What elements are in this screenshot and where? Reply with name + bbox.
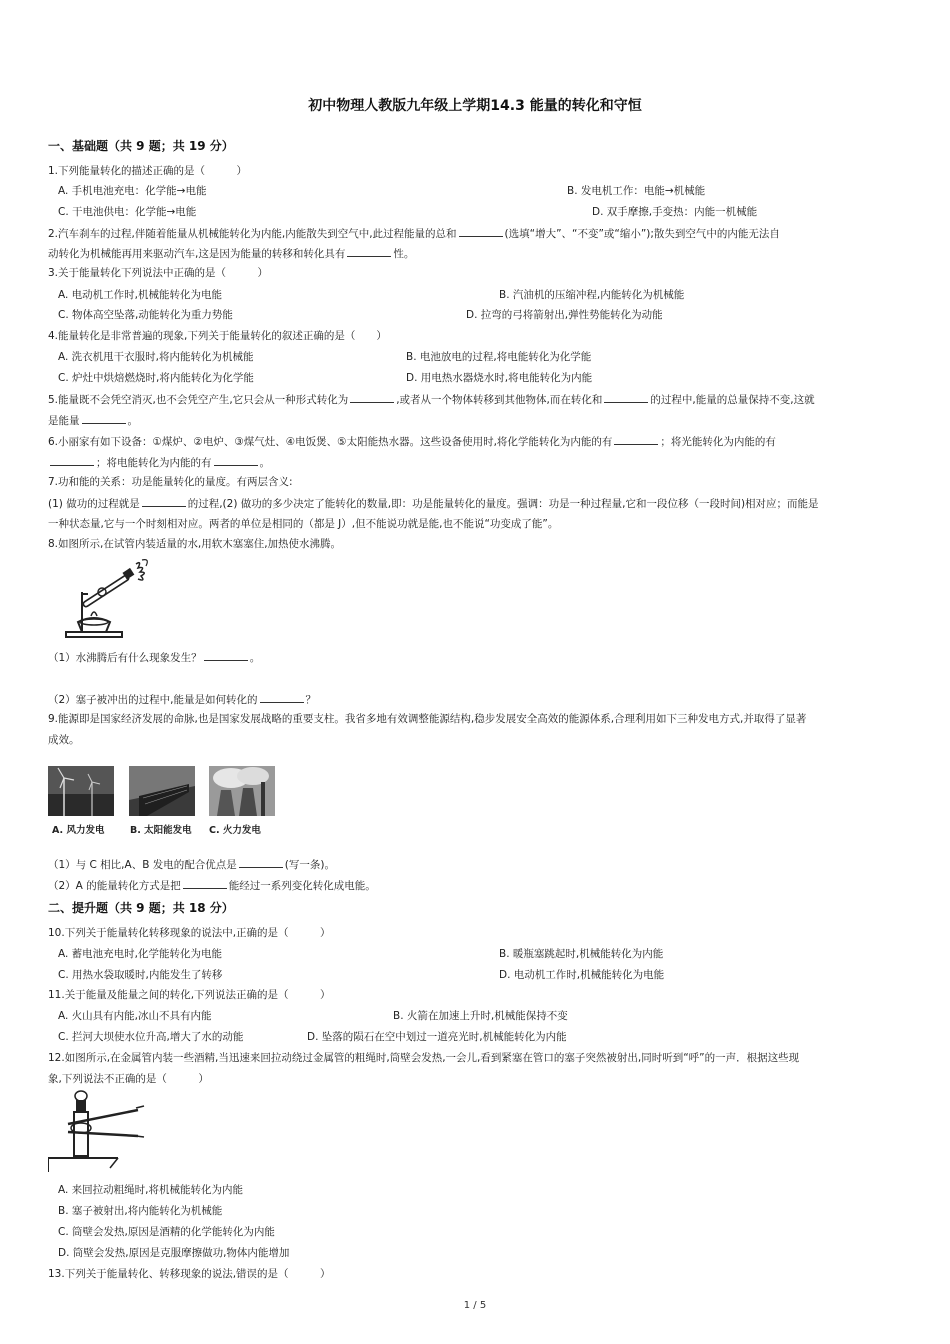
answer-blank [50, 455, 94, 466]
question-11-option-d: D. 坠落的陨石在空中划过一道亮光时,机械能转化为内能 [307, 1031, 567, 1043]
question-3-option-d: D. 拉弯的弓将箭射出,弹性势能转化为动能 [466, 309, 663, 321]
question-12-line-2: 象,下列说法不正确的是（ ） [48, 1073, 209, 1085]
question-6-line-1: 6.小丽家有如下设备：①煤炉、②电炉、③煤气灶、④电饭煲、⑤太阳能热水器。这些设备使用时,将化学能转化为内能的有 ；将光能转化为内能的有 [48, 436, 776, 448]
question-9-line-2: 成效。 [48, 734, 80, 746]
question-8-sub-1: （1）水沸腾后有什么现象发生？ 。 [48, 652, 261, 664]
question-3-option-b: B. 汽油机的压缩冲程,内能转化为机械能 [499, 289, 685, 301]
question-7-line-1: 7.功和能的关系：功是能量转化的量度。有两层含义: [48, 476, 293, 488]
question-4-option-d: D. 用电热水器烧水时,将电能转化为内能 [406, 372, 593, 384]
question-7-line-2: (1) 做功的过程就是 的过程,(2) 做功的多少决定了能转化的数量,即：功是能量转化的量度。强调：功是一种过程量,它和一段位移（一段时间)相对应；而能是 [48, 498, 819, 510]
question-4-stem: 4.能量转化是非常普遍的现象,下列关于能量转化的叙述正确的是（ ） [48, 330, 387, 342]
question-11-option-c: C. 拦河大坝使水位升高,增大了水的动能 [58, 1031, 244, 1043]
answer-blank [239, 857, 283, 868]
question-8-stem: 8.如图所示,在试管内装适量的水,用软木塞塞住,加热使水沸腾。 [48, 538, 342, 550]
question-3-stem: 3.关于能量转化下列说法中正确的是（ ） [48, 267, 269, 279]
question-10-option-b: B. 暖瓶塞跳起时,机械能转化为内能 [499, 948, 664, 960]
question-12-line-1: 12.如图所示,在金属管内装一些酒精,当迅速来回拉动绕过金属管的粗绳时,筒壁会发热,一会儿,看到紧塞在管口的塞子突然被射出,同时听到“呼”的一声．根据这些现 [48, 1052, 800, 1064]
test-tube-heating-figure [58, 556, 153, 640]
question-5-line-1: 5.能量既不会凭空消灭,也不会凭空产生,它只会从一种形式转化为 ,或者从一个物体转移到其他物体,而在转化和 的过程中,能量的总量保持不变,这就 [48, 394, 815, 406]
question-4-option-b: B. 电池放电的过程,将电能转化为化学能 [406, 351, 592, 363]
answer-blank [604, 392, 648, 403]
question-12-option-a: A. 来回拉动粗绳时,将机械能转化为内能 [58, 1184, 244, 1196]
answer-blank [183, 878, 227, 889]
question-9-sub-1: （1）与 C 相比,A、B 发电的配合优点是 (写一条)。 [48, 859, 335, 871]
answer-blank [260, 692, 304, 703]
wind-power-photo [48, 766, 114, 816]
question-3-option-a: A. 电动机工作时,机械能转化为电能 [58, 289, 223, 301]
question-6-line-2: ；将电能转化为内能的有 。 [48, 455, 270, 470]
question-7-line-3: 一种状态量,它与一个时刻相对应。两者的单位是相同的（都是 J）,但不能说功就是能,也不能说“功变成了能”。 [48, 518, 559, 530]
question-4-option-c: C. 炉灶中烘焙燃烧时,将内能转化为化学能 [58, 372, 254, 384]
answer-blank [214, 455, 258, 466]
section-heading-advanced: 二、提升题（共 9 题；共 18 分） [48, 901, 234, 915]
question-4-option-a: A. 洗衣机甩干衣服时,将内能转化为机械能 [58, 351, 254, 363]
question-1-option-b: B. 发电机工作：电能→机械能 [567, 185, 706, 197]
section-heading-basic: 一、基础题（共 9 题；共 19 分） [48, 139, 234, 153]
question-1-stem: 1.下列能量转化的描述正确的是（ ） [48, 165, 248, 177]
question-12-option-c: C. 筒壁会发热,原因是酒精的化学能转化为内能 [58, 1226, 275, 1238]
answer-blank [459, 226, 503, 237]
question-10-option-d: D. 电动机工作时,机械能转化为电能 [499, 969, 665, 981]
answer-blank [142, 496, 186, 507]
question-13-stem: 13.下列关于能量转化、转移现象的说法,错误的是（ ） [48, 1268, 331, 1280]
figure-caption-a: A. 风力发电 [52, 825, 105, 836]
question-5-line-2: 是能量 。 [48, 415, 138, 427]
answer-blank [82, 413, 126, 424]
question-1-option-c: C. 干电池供电：化学能→电能 [58, 206, 197, 218]
solar-power-photo [129, 766, 195, 816]
figure-caption-b: B. 太阳能发电 [130, 825, 192, 836]
metal-tube-rope-figure [48, 1090, 146, 1174]
question-9-line-1: 9.能源即是国家经济发展的命脉,也是国家发展战略的重要支柱。我省多地有效调整能源结构,稳步发展安全高效的能源体系,合理利用如下三种发电方式,并取得了显著 [48, 713, 807, 725]
question-10-option-a: A. 蓄电池充电时,化学能转化为电能 [58, 948, 223, 960]
question-1-option-d: D. 双手摩擦,手变热：内能一机械能 [592, 206, 758, 218]
question-12-option-b: B. 塞子被射出,将内能转化为机械能 [58, 1205, 223, 1217]
answer-blank [614, 434, 658, 445]
question-11-stem: 11.关于能量及能量之间的转化,下列说法正确的是（ ） [48, 989, 331, 1001]
question-1-option-a: A. 手机电池充电：化学能→电能 [58, 185, 207, 197]
question-2-line-1: 2.汽车刹车的过程,伴随着能量从机械能转化为内能,内能散失到空气中,此过程能量的总和 (选填“增大”、“不变”或“缩小”);散失到空气中的内能无法自 [48, 228, 780, 240]
page-number: 1 / 5 [463, 1300, 487, 1311]
question-10-option-c: C. 用热水袋取暖时,内能发生了转移 [58, 969, 223, 981]
question-12-option-d: D. 筒壁会发热,原因是克服摩擦做功,物体内能增加 [58, 1247, 290, 1259]
answer-blank [350, 392, 394, 403]
question-9-sub-2: （2）A 的能量转化方式是把 能经过一系列变化转化成电能。 [48, 880, 376, 892]
answer-blank [204, 650, 248, 661]
question-10-stem: 10.下列关于能量转化转移现象的说法中,正确的是（ ） [48, 927, 331, 939]
question-8-sub-2: （2）塞子被冲出的过程中,能量是如何转化的 ？ [48, 694, 317, 706]
question-2-line-2: 动转化为机械能再用来驱动汽车,这是因为能量的转移和转化具有 性。 [48, 248, 415, 260]
thermal-power-photo [209, 766, 275, 816]
figure-caption-c: C. 火力发电 [209, 825, 261, 836]
question-3-option-c: C. 物体高空坠落,动能转化为重力势能 [58, 309, 233, 321]
question-11-option-a: A. 火山具有内能,冰山不具有内能 [58, 1010, 212, 1022]
answer-blank [347, 246, 391, 257]
question-11-option-b: B. 火箭在加速上升时,机械能保持不变 [393, 1010, 568, 1022]
page-title: 初中物理人教版九年级上学期14.3 能量的转化和守恒 [308, 98, 642, 114]
